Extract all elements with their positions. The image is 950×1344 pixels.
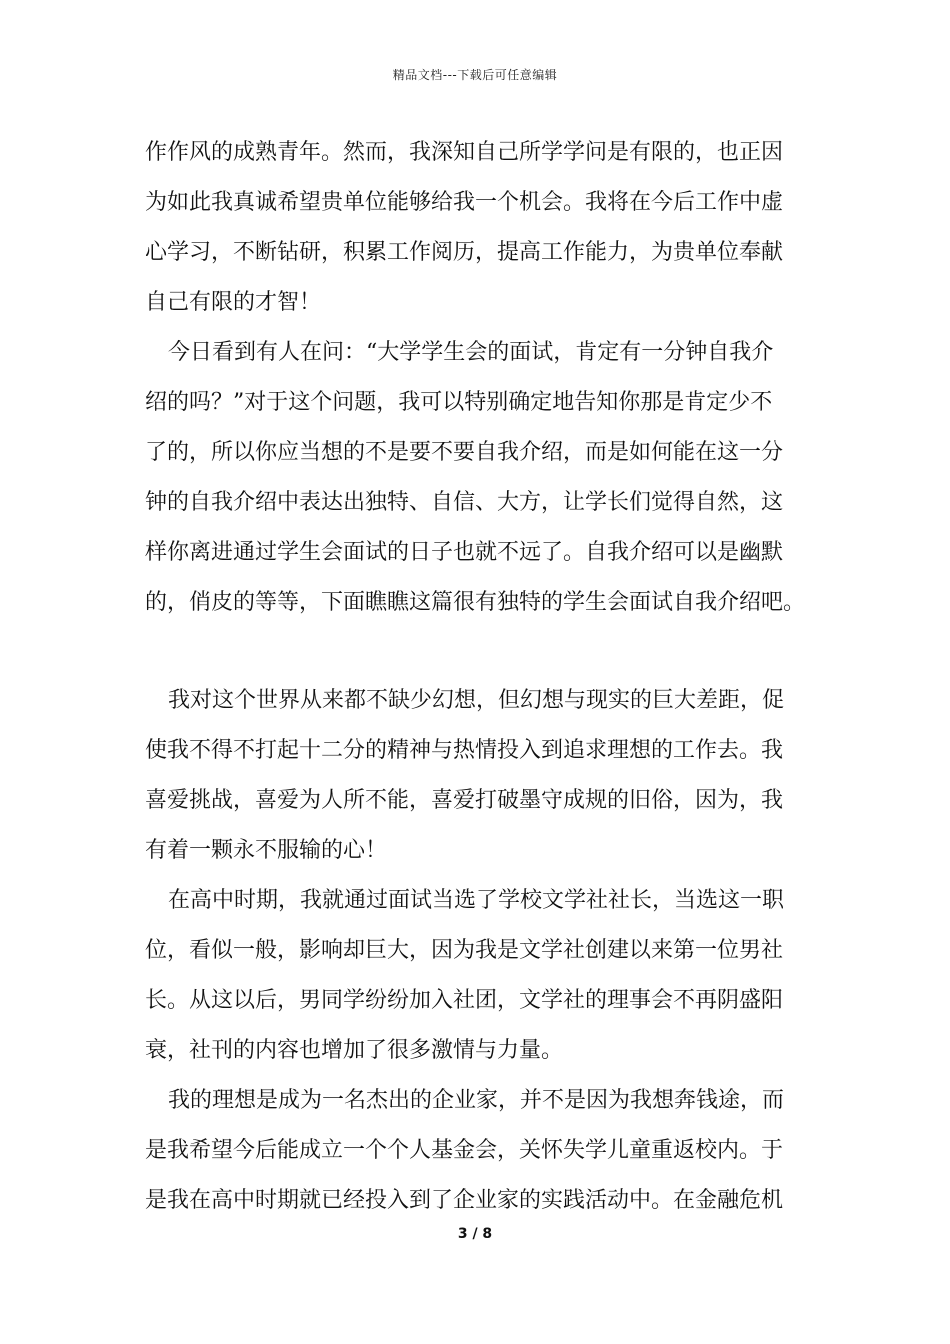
paragraph-5 xyxy=(145,1076,825,1226)
document-body xyxy=(145,128,825,1226)
paragraph-line: 今日看到有人在问：“大学学生会的面试，肯定有一分钟自我介 xyxy=(168,340,774,365)
paragraph-3 xyxy=(145,676,825,876)
paragraph-line: 为如此我真诚希望贵单位能够给我一个机会。我将在今后工作中虚 xyxy=(145,190,784,215)
paragraph-2 xyxy=(145,328,825,628)
paragraph-line: 钟的自我介绍中表达出独特、自信、大方，让学长们觉得自然，这 xyxy=(145,490,784,515)
page-header: 精品文档---下载后可任意编辑 xyxy=(392,68,558,82)
paragraph-line: 绍的吗？”对于这个问题，我可以特别确定地告知你那是肯定少不 xyxy=(145,390,773,415)
paragraph-line: 样你离进通过学生会面试的日子也就不远了。自我介绍可以是幽默 xyxy=(145,540,784,565)
paragraph-line: 的，俏皮的等等，下面瞧瞧这篇很有独特的学生会面试自我介绍吧。 xyxy=(145,590,806,615)
paragraph-line: 自己有限的才智！ xyxy=(145,290,322,315)
paragraph-line: 在高中时期，我就通过面试当选了学校文学社社长，当选这一职 xyxy=(168,888,785,913)
paragraph-line: 是我希望今后能成立一个个人基金会，关怀失学儿童重返校内。于 xyxy=(145,1138,784,1163)
paragraph-line: 衰，社刊的内容也增加了很多激情与力量。 xyxy=(145,1038,564,1063)
paragraph-line: 喜爱挑战，喜爱为人所不能，喜爱打破墨守成规的旧俗，因为，我 xyxy=(145,788,784,813)
paragraph-spacer xyxy=(145,628,825,676)
paragraph-line: 使我不得不打起十二分的精神与热情投入到追求理想的工作去。我 xyxy=(145,738,784,763)
paragraph-line: 长。从这以后，男同学纷纷加入社团，文学社的理事会不再阴盛阳 xyxy=(145,988,784,1013)
paragraph-line: 心学习，不断钻研，积累工作阅历，提高工作能力，为贵单位奉献 xyxy=(145,240,784,265)
paragraph-line: 了的，所以你应当想的不是要不要自我介绍，而是如何能在这一分 xyxy=(145,440,784,465)
paragraph-line: 我对这个世界从来都不缺少幻想，但幻想与现实的巨大差距，促 xyxy=(168,688,785,713)
paragraph-line: 有着一颗永不服输的心！ xyxy=(145,838,388,863)
paragraph-line: 是我在高中时期就已经投入到了企业家的实践活动中。在金融危机 xyxy=(145,1188,784,1213)
paragraph-line: 我的理想是成为一名杰出的企业家，并不是因为我想奔钱途，而 xyxy=(168,1088,785,1113)
paragraph-line: 位，看似一般，影响却巨大，因为我是文学社创建以来第一位男社 xyxy=(145,938,784,963)
page-number: 3 / 8 xyxy=(457,1226,493,1242)
paragraph-1 xyxy=(145,128,825,328)
paragraph-line: 作作风的成熟青年。然而，我深知自己所学学问是有限的，也正因 xyxy=(145,140,784,165)
paragraph-4 xyxy=(145,876,825,1076)
